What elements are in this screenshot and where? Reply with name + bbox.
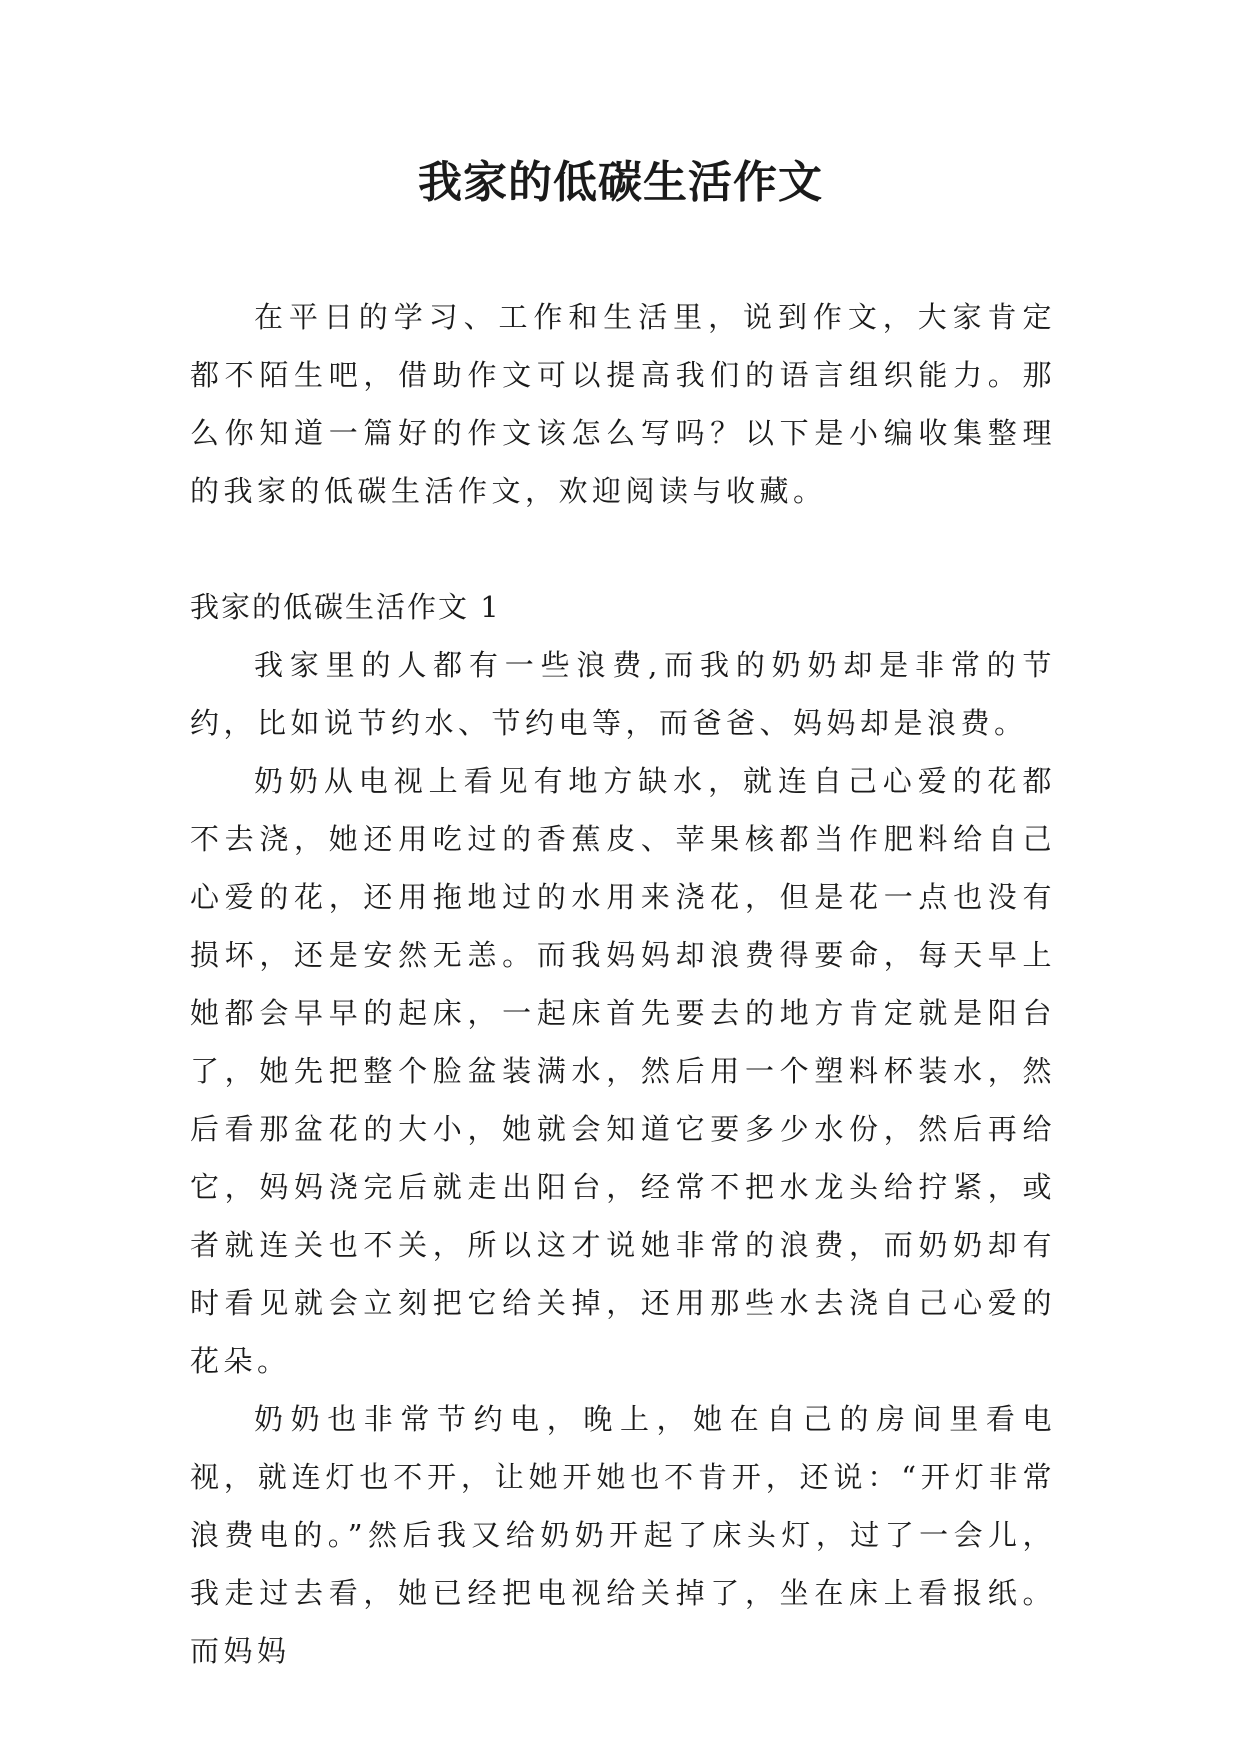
section-heading: 我家的低碳生活作文 1 (190, 590, 501, 624)
body-paragraph-3: 奶奶也非常节约电，晚上，她在自己的房间里看电视，就连灯也不开，让她开她也不肯开，还说：“开灯非常浪费电的。”然后我又给奶奶开起了床头灯，过了一会儿，我走过去看，她已经把电视给关掉了，坐在床上看报纸。而妈妈 (190, 1402, 1056, 1668)
body-paragraph-2: 奶奶从电视上看见有地方缺水，就连自己心爱的花都不去浇，她还用吃过的香蕉皮、苹果核都当作肥料给自己心爱的花，还用拖地过的水用来浇花，但是花一点也没有损坏，还是安然无恙。而我妈妈却浪费得要命，每天早上她都会早早的起床，一起床首先要去的地方肯定就是阳台了，她先把整个脸盆装满水，然后用一个塑料杯装水，然后看那盆花的大小，她就会知道它要多少水份，然后再给它，妈妈浇完后就走出阳台，经常不把水龙头给拧紧，或者就连关也不关，所以这才说她非常的浪费，而奶奶却有时看见就会立刻把它给关掉，还用那些水去浇自己心爱的花朵。 (190, 764, 1056, 1378)
document-body (190, 288, 1056, 1680)
intro-paragraph: 在平日的学习、工作和生活里，说到作文，大家肯定都不陌生吧，借助作文可以提高我们的语言组织能力。那么你知道一篇好的作文该怎么写吗？以下是小编收集整理的我家的低碳生活作文，欢迎阅读与收藏。 (190, 300, 1056, 508)
document-title: 我家的低碳生活作文 (418, 157, 823, 208)
body-paragraph-1: 我家里的人都有一些浪费,而我的奶奶却是非常的节约，比如说节约水、节约电等，而爸爸、妈妈却是浪费。 (190, 648, 1056, 740)
